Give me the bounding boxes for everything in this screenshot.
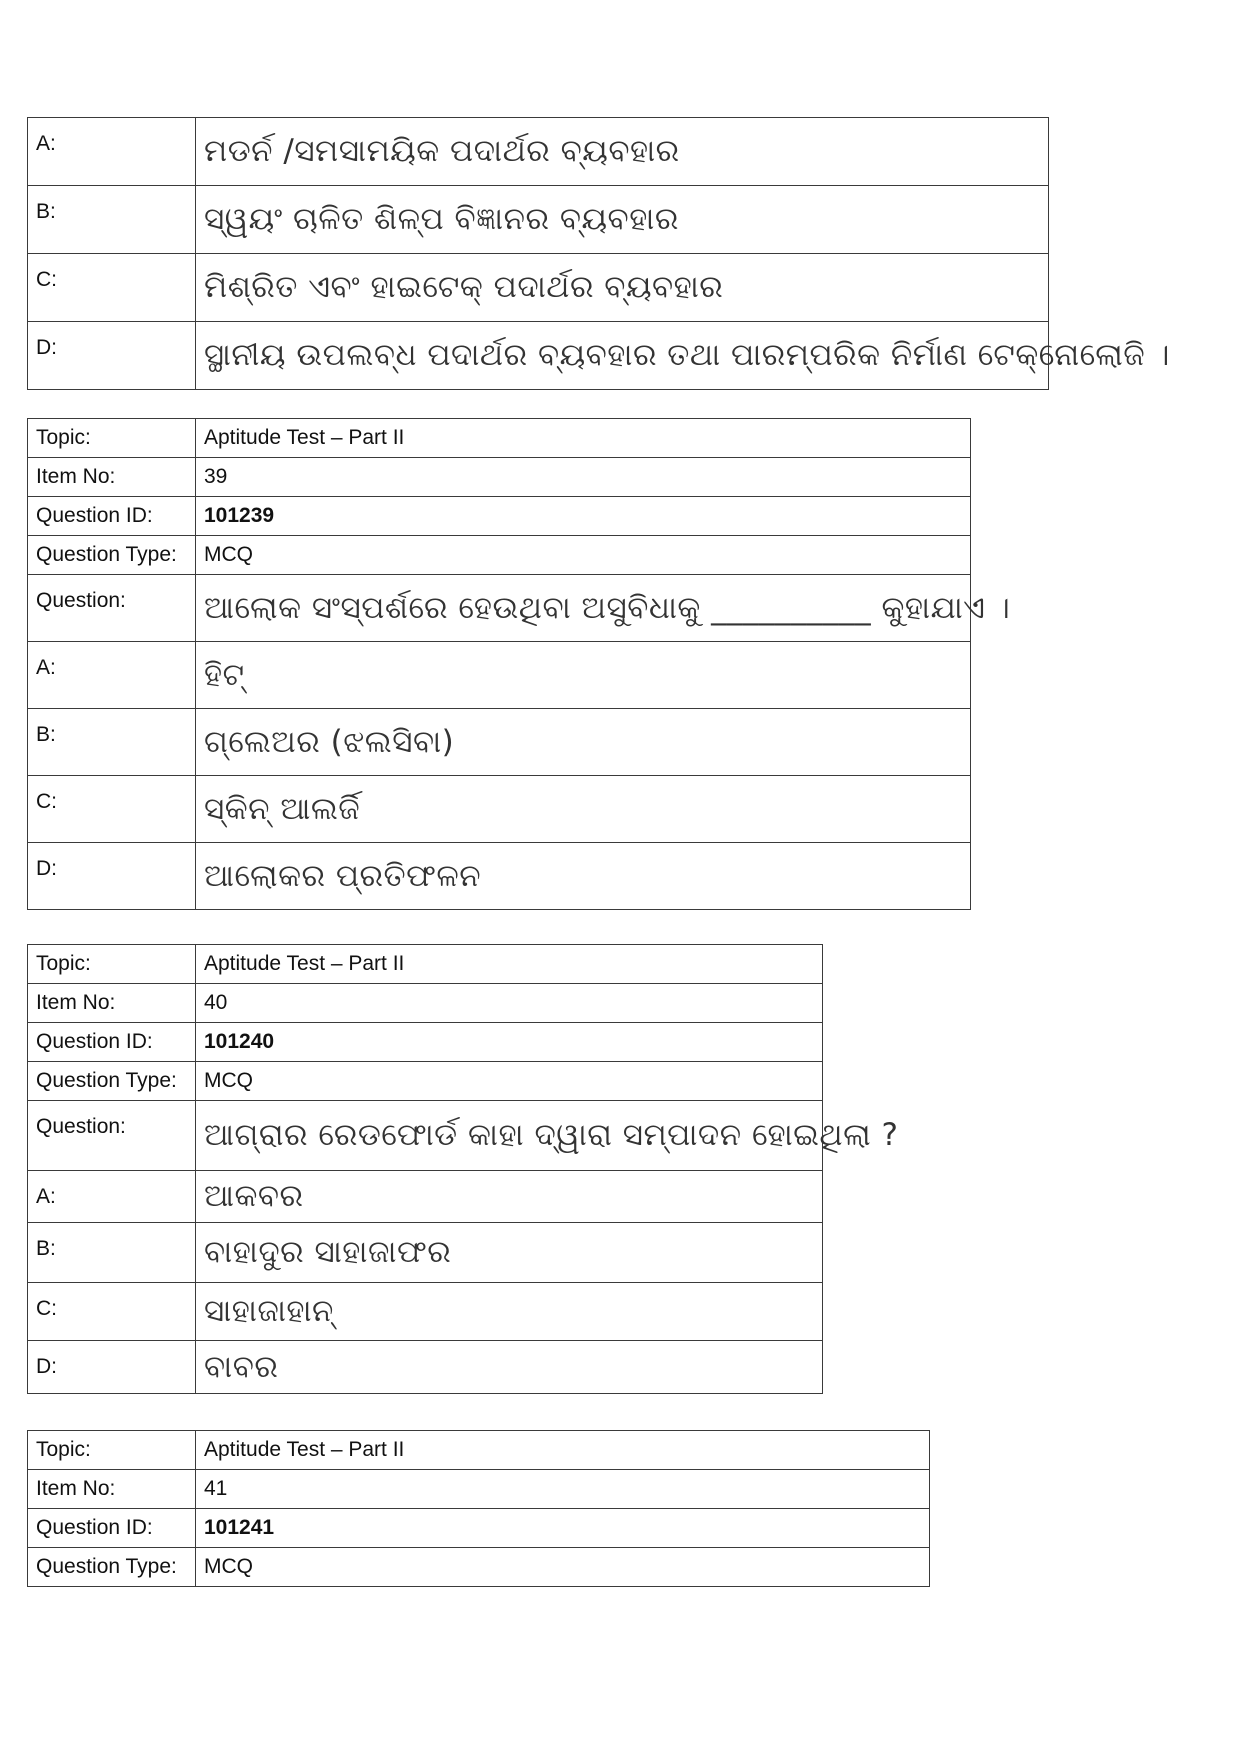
question-type-label: Question Type: [28, 536, 196, 575]
option-row-c [28, 254, 1049, 322]
option-text-b: ବାହାଦୁର ସାହାଜାଫର [196, 1223, 823, 1283]
option-label-b: B: [28, 1223, 196, 1283]
question-type-value: MCQ [196, 1548, 930, 1587]
question-type-label: Question Type: [28, 1548, 196, 1587]
item-no-row [28, 984, 823, 1023]
topic-label: Topic: [28, 945, 196, 984]
option-row-a [28, 642, 971, 709]
item-no-label: Item No: [28, 984, 196, 1023]
option-text-a: ମଡର୍ନ /ସମସାମୟିକ ପଦାର୍ଥର ବ୍ୟବହାର [196, 118, 1049, 186]
question-label: Question: [28, 575, 196, 642]
option-text-d: ସ୍ଥାନୀୟ ଉପଲବ୍ଧ ପଦାର୍ଥର ବ୍ୟବହାର ତଥା ପାରମ୍ପରିକ ନିର୍ମାଣ ଟେକ୍ନୋଲୋଜି । [196, 322, 1049, 390]
question-table-39 [27, 418, 1011, 910]
question-table-40 [27, 944, 899, 1394]
option-text-d: ବାବର [196, 1341, 823, 1394]
question-id-label: Question ID: [28, 497, 196, 536]
topic-row [28, 1431, 930, 1470]
option-label-b: B: [28, 709, 196, 776]
question-id-row [28, 1509, 930, 1548]
option-label-d: D: [28, 843, 196, 910]
option-text-c: ସ୍କିନ୍ ଆଲର୍ଜି [196, 776, 971, 843]
option-text-a: ଆକବର [196, 1171, 823, 1223]
option-row-d [28, 1341, 823, 1394]
question-type-value: MCQ [196, 536, 971, 575]
topic-label: Topic: [28, 419, 196, 458]
option-row-b [28, 1223, 823, 1283]
option-text-c: ସାହାଜାହାନ୍ [196, 1283, 823, 1341]
question-id-label: Question ID: [28, 1023, 196, 1062]
question-label: Question: [28, 1101, 196, 1171]
question-type-value: MCQ [196, 1062, 823, 1101]
question-id-label: Question ID: [28, 1509, 196, 1548]
option-row-d [28, 322, 1049, 390]
option-label-c: C: [28, 1283, 196, 1341]
question-row [28, 575, 971, 642]
question-type-row [28, 1062, 823, 1101]
topic-row [28, 419, 971, 458]
topic-label: Topic: [28, 1431, 196, 1470]
item-no-value: 41 [196, 1470, 930, 1509]
question-row [28, 1101, 823, 1171]
question-type-row [28, 1548, 930, 1587]
option-text-a: ହିଟ୍ [196, 642, 971, 709]
topic-row [28, 945, 823, 984]
option-label-d: D: [28, 322, 196, 390]
topic-value: Aptitude Test – Part II [196, 945, 823, 984]
option-row-a [28, 1171, 823, 1223]
item-no-row [28, 1470, 930, 1509]
option-text-b: ସ୍ୱୟଂ ଚାଳିତ ଶିଳ୍ପ ବିଜ୍ଞାନର ବ୍ୟବହାର [196, 186, 1049, 254]
topic-value: Aptitude Test – Part II [196, 419, 971, 458]
carryover-options-table [27, 117, 1170, 390]
question-id-row [28, 497, 971, 536]
question-table-41 [27, 1430, 930, 1587]
option-row-b [28, 186, 1049, 254]
option-text-b: ଗ୍ଲେଅର (ଝଲସିବା) [196, 709, 971, 776]
item-no-label: Item No: [28, 1470, 196, 1509]
option-row-d [28, 843, 971, 910]
option-text-c: ମିଶ୍ରିତ ଏବଂ ହାଇଟେକ୍ ପଦାର୍ଥର ବ୍ୟବହାର [196, 254, 1049, 322]
topic-value: Aptitude Test – Part II [196, 1431, 930, 1470]
question-id-value: 101240 [196, 1023, 823, 1062]
question-id-value: 101241 [196, 1509, 930, 1548]
item-no-label: Item No: [28, 458, 196, 497]
question-id-value: 101239 [196, 497, 971, 536]
option-row-a [28, 118, 1049, 186]
option-row-c [28, 776, 971, 843]
item-no-value: 39 [196, 458, 971, 497]
question-type-row [28, 536, 971, 575]
item-no-row [28, 458, 971, 497]
option-label-c: C: [28, 776, 196, 843]
option-row-b [28, 709, 971, 776]
option-label-b: B: [28, 186, 196, 254]
option-row-c [28, 1283, 823, 1341]
question-text: ଆଗ୍ରାର ରେଡଫୋର୍ଡ କାହା ଦ୍ୱାରା ସମ୍ପାଦନ ହୋଇଥିଲା ? [196, 1101, 823, 1171]
question-text: ଆଲୋକ ସଂସ୍ପର୍ଶରେ ହେଉଥିବା ଅସୁବିଧାକୁ __________ କୁହାଯାଏ । [196, 575, 971, 642]
option-label-a: A: [28, 1171, 196, 1223]
option-label-a: A: [28, 642, 196, 709]
question-id-row [28, 1023, 823, 1062]
option-label-c: C: [28, 254, 196, 322]
option-label-d: D: [28, 1341, 196, 1394]
question-type-label: Question Type: [28, 1062, 196, 1101]
option-text-d: ଆଲୋକର ପ୍ରତିଫଳନ [196, 843, 971, 910]
item-no-value: 40 [196, 984, 823, 1023]
option-label-a: A: [28, 118, 196, 186]
